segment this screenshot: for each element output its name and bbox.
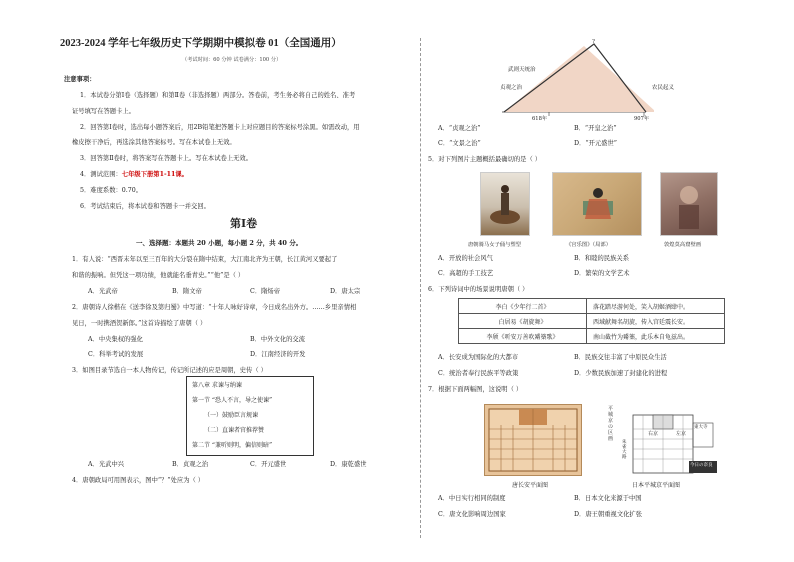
note-line: 6．考试结束后，将本试卷和答题卡一并交回。: [80, 203, 210, 210]
q5-option-c[interactable]: C．高超的手工技艺: [438, 270, 494, 277]
q3-toc-line: （二）直谏者官推荐赞: [204, 427, 265, 434]
q4-option-c[interactable]: C．“文景之治”: [438, 140, 481, 147]
q4-label-right-lower: 农民起义: [652, 85, 675, 91]
q5-stem: 5．对下列图片主题概括最确切的是（ ）: [428, 156, 542, 163]
q6-poem-table: [458, 298, 725, 344]
q7-map-label: 右京: [648, 431, 659, 437]
note-line: 1．本试卷分第Ⅰ卷（选择题）和第Ⅱ卷（非选择题）两部分。答卷前，考生务必将自己的姓名、准考: [80, 92, 356, 99]
q1-stem: 和谐的振响。但凭这一项功绩，他就能名垂青史。”“他”是（ ）: [72, 272, 245, 279]
q7-option-b[interactable]: B．日本文化来源于中国: [574, 495, 642, 502]
q3-toc-line: 第八章 求谏与纳谏: [192, 382, 242, 389]
q4-label-left-lower: 贞观之治: [500, 85, 523, 91]
q2-option-d[interactable]: D．江南经济的开发: [250, 351, 306, 358]
table-row: [459, 299, 725, 314]
q2-stem: 2．唐朝诗人徐楷在《送李徐及第归蜀》中写道：“十年人咏好诗章，今日成名出外方。……乡里亲情相: [72, 304, 357, 311]
q6-poem-source: 白居易《胡旋舞》: [459, 314, 587, 329]
notes-heading: 注意事项：: [64, 76, 96, 83]
note-line: 4．测试范围：七年级下册第1-11课。: [80, 171, 188, 178]
q1-option-c[interactable]: C．隋炀帝: [250, 288, 281, 295]
q4-label-left-upper: 武则天统治: [508, 67, 536, 73]
note-line: 橡皮擦干净后，再选涂其他答案标号。写在本试卷上无效。: [72, 139, 236, 146]
q6-option-d[interactable]: D．少数民族加速了封建化的进程: [574, 370, 668, 377]
q5-option-b[interactable]: B．和睦的民族关系: [574, 255, 630, 262]
q6-poem-source: 李颀《听安万善吹觱篥歌》: [459, 329, 587, 344]
q7-map-label: 平城京の区画: [608, 406, 614, 442]
note-line: 3．回答第Ⅱ卷时，将答案写在答题卡上。写在本试卷上无效。: [80, 155, 253, 162]
q4-year-left: 618年: [532, 116, 548, 122]
section-instruction: 一、选择题：本题共 20 小题，每小题 2 分，共 40 分。: [136, 239, 303, 247]
q2-option-b[interactable]: B．中外文化的交流: [250, 336, 306, 343]
q4-year-right: 907年: [634, 116, 650, 122]
q6-stem: 6．下列诗词中的场景说明唐朝（ ）: [428, 286, 529, 293]
q4-mountain-diagram: [494, 38, 654, 120]
q3-toc-line: （一）鼓励臣言规谏: [204, 412, 259, 419]
q4-option-b[interactable]: B．“开皇之治”: [574, 125, 617, 132]
q6-poem-line: 西域献舞名胡旋，传入宫廷震长安。: [587, 314, 725, 329]
q7-map-caption: 唐长安平面图: [512, 482, 549, 489]
q1-option-d[interactable]: D．唐太宗: [330, 288, 361, 295]
q3-stem: 3．如图目录节选自一本人物传记，传记所记述的应是周朝，史传（ ）: [72, 367, 267, 374]
q7-map-caption: 日本平城京平面图: [632, 482, 681, 489]
q6-option-c[interactable]: C．统治者奉行民族平等政策: [438, 370, 519, 377]
q7-map-label: 東大寺: [694, 425, 708, 430]
q7-option-c[interactable]: C．唐文化影响周边国家: [438, 511, 506, 518]
q3-option-a[interactable]: A．光武中兴: [88, 461, 125, 468]
q3-toc-line: 第二节 “兼听则明，偏信则暗”: [192, 442, 273, 449]
exam-info: （考试时间：60 分钟 试卷满分：100 分）: [182, 57, 282, 63]
q4-option-a[interactable]: A．“贞观之治”: [438, 125, 481, 132]
q1-stem: 1．有人说：“西晋末年以至三百年的大分裂在隋中结束，大江南北齐为王朝，长江黄河又要起了: [72, 256, 338, 263]
q4-option-d[interactable]: D．“开元盛世”: [574, 140, 617, 147]
q5-option-d[interactable]: D．繁荣的文学艺术: [574, 270, 630, 277]
q6-option-a[interactable]: A．长安成为国际化的大都市: [438, 354, 519, 361]
q5-image-palace-music: [552, 172, 642, 236]
q3-option-c[interactable]: C．开元盛世: [250, 461, 287, 468]
q5-option-a[interactable]: A．开放的社会风气: [438, 255, 493, 262]
page-title: 2023-2024 学年七年级历史下学期期中模拟卷 01（全国通用）: [60, 38, 342, 49]
q7-option-d[interactable]: D．唐王朝重视文化扩张: [574, 511, 643, 518]
q5-caption: 敦煌莫高窟壁画: [664, 242, 702, 248]
q6-poem-line: 落花踏尽游何处，笑入胡姬酒肆中。: [587, 299, 725, 314]
q3-toc-line: 第一节 “恐人不言，导之使谏”: [192, 397, 273, 404]
q5-image-horse-rider: [480, 172, 530, 236]
q7-stem: 7．根据下面两幅图，这说明（ ）: [428, 386, 523, 393]
q4-stem: 4．唐朝政局可用图表示，图中“？”处应为（ ）: [72, 477, 205, 484]
q4-top-label: ?: [592, 39, 595, 45]
q7-map-label: 今日の奈良: [690, 463, 713, 468]
note-line: 证号填写在答题卡上。: [72, 108, 135, 115]
q1-option-a[interactable]: A．光武帝: [88, 288, 118, 295]
q6-poem-source: 李白《少年行二首》: [459, 299, 587, 314]
q5-caption: 《宫乐图》（局部）: [566, 242, 612, 248]
note-line: 5．难度系数：0.70。: [80, 187, 143, 194]
table-row: [459, 314, 725, 329]
q5-image-dunhuang-mural: [660, 172, 718, 236]
note-line: 2．回答第Ⅰ卷时，选出每小题答案后，用2B铅笔把答题卡上对应题目的答案标号涂黑。如需改动，用: [80, 124, 360, 131]
q5-caption: 唐朝骑马女子俑与塑型: [468, 242, 521, 248]
test-scope: 七年级下册第1-11课。: [121, 171, 188, 178]
q2-stem: 见日，一时携酒贺新郎。”这首诗描绘了唐朝（ ）: [72, 320, 207, 327]
q2-option-c[interactable]: C．科举考试的发展: [88, 351, 144, 358]
q7-changan-map: [484, 404, 582, 476]
q7-map-label: 朱雀大路: [622, 440, 627, 460]
q2-option-a[interactable]: A．中央集权的强化: [88, 336, 143, 343]
section-juan: 第Ⅰ卷: [230, 217, 258, 230]
q6-poem-line: 南山截竹为觱篥，此乐本自龟兹出。: [587, 329, 725, 344]
q7-map-label: 左京: [676, 431, 687, 437]
q7-option-a[interactable]: A．中日实行相同的制度: [438, 495, 506, 502]
column-divider: [420, 38, 421, 538]
q1-option-b[interactable]: B．隋文帝: [172, 288, 202, 295]
q3-option-b[interactable]: B．贞观之治: [172, 461, 209, 468]
table-row: [459, 329, 725, 344]
q3-option-d[interactable]: D．康乾盛世: [330, 461, 367, 468]
q6-option-b[interactable]: B．民族交往丰富了中原民众生活: [574, 354, 667, 361]
